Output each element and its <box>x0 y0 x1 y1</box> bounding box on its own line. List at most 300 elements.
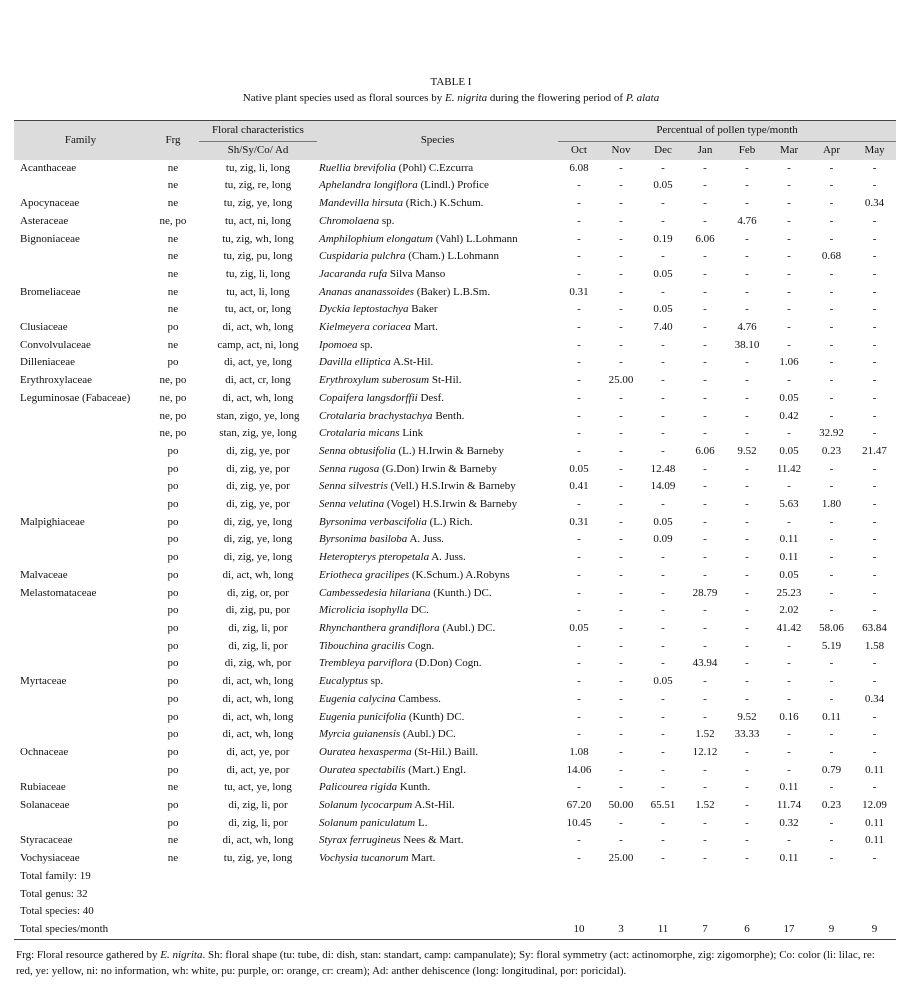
pollen-value: 0.31 <box>569 515 589 528</box>
totals-row <box>14 886 896 904</box>
pollen-value: - <box>872 852 877 865</box>
pollen-value: - <box>619 745 623 758</box>
family-cell: Erythroxylaceae <box>20 374 93 387</box>
pollen-value: 0.16 <box>779 710 799 723</box>
pollen-value: - <box>745 391 749 404</box>
species-cell <box>317 549 558 567</box>
totals-row <box>14 903 896 921</box>
species-author: A. Juss. <box>429 551 466 564</box>
family-cell: Melastomataceae <box>20 586 97 599</box>
table-row <box>14 815 896 833</box>
floral-cell: di, act, ye, por <box>226 763 290 776</box>
floral-cell: di, zig, li, por <box>228 816 288 829</box>
pollen-value: - <box>577 533 581 546</box>
species-cell <box>317 726 558 744</box>
table-row <box>14 797 896 815</box>
pollen-value: 0.11 <box>779 781 799 794</box>
family-cell <box>14 691 147 709</box>
species-author: A.St-Hil. <box>412 799 455 812</box>
pollen-value: - <box>872 568 877 581</box>
pollen-value: - <box>661 161 665 174</box>
pollen-value: - <box>787 728 791 741</box>
species-author: A. Juss. <box>407 533 444 546</box>
frg-cell: po <box>167 586 179 599</box>
floral-cell: tu, act, li, long <box>226 285 290 298</box>
species-cell <box>317 673 558 691</box>
table-row <box>14 832 896 850</box>
pollen-value: 11.42 <box>776 462 802 475</box>
pollen-value: 0.34 <box>864 197 885 210</box>
pollen-value: - <box>787 321 791 334</box>
table-row <box>14 177 896 195</box>
species-author: A.St-Hil. <box>390 356 434 369</box>
pollen-value: - <box>619 586 623 599</box>
pollen-value: - <box>872 214 877 227</box>
floral-cell: di, zig, ye, long <box>223 551 293 564</box>
pollen-value: - <box>703 462 707 475</box>
species-cell <box>317 372 558 390</box>
pollen-value: - <box>745 621 749 634</box>
frg-cell: po <box>167 675 179 688</box>
floral-cell: di, zig, ye, por <box>226 480 290 493</box>
pollen-value: - <box>829 728 834 741</box>
species-name: Cambessedesia hilariana <box>319 586 431 599</box>
table-row <box>14 301 896 319</box>
species-cell <box>317 709 558 727</box>
pollen-value: - <box>787 427 791 440</box>
frg-cell: po <box>167 444 179 457</box>
family-cell <box>14 248 147 266</box>
pollen-value: - <box>703 710 707 723</box>
pollen-value: - <box>829 338 834 351</box>
table-row <box>14 478 896 496</box>
species-name: Trembleya parviflora <box>319 657 413 670</box>
total-species: Total species: 40 <box>20 905 94 918</box>
pollen-value: - <box>872 551 877 564</box>
pollen-value: - <box>661 551 665 564</box>
floral-cell: tu, zig, li, long <box>225 161 291 174</box>
pollen-value: - <box>703 551 707 564</box>
floral-cell: di, act, wh, long <box>222 675 294 688</box>
species-cell <box>317 337 558 355</box>
pollen-value: - <box>577 675 581 688</box>
species-author: (Aubl.) DC. <box>439 621 496 634</box>
pollen-value: - <box>577 214 581 227</box>
pollen-value: - <box>745 356 749 369</box>
floral-cell: tu, act, or, long <box>224 303 292 316</box>
species-cell <box>317 496 558 514</box>
pollen-value: 32.92 <box>819 427 844 440</box>
pollen-value: - <box>872 745 877 758</box>
pollen-value: - <box>619 498 623 511</box>
pollen-value: - <box>703 621 707 634</box>
species-name: Crotalaria brachystachya <box>319 409 433 422</box>
pollen-value: - <box>745 675 749 688</box>
pollen-value: - <box>619 763 623 776</box>
pollen-value: - <box>661 763 665 776</box>
pollen-value: - <box>577 321 581 334</box>
pollen-value: - <box>745 285 749 298</box>
pollen-value: - <box>829 267 834 280</box>
pollen-value: 41.42 <box>776 621 802 634</box>
species-name: Aphelandra longiflora <box>319 179 418 192</box>
frg-cell: po <box>167 639 179 652</box>
floral-cell: di, zig, li, por <box>228 799 288 812</box>
table-row <box>14 673 896 691</box>
floral-cell: di, zig, ye, long <box>223 515 293 528</box>
pollen-value: - <box>745 374 749 387</box>
table-row <box>14 390 896 408</box>
pollen-value: 65.51 <box>650 799 676 812</box>
pollen-value: - <box>829 816 834 829</box>
pollen-value: - <box>619 285 623 298</box>
pollen-value: 1.08 <box>569 745 589 758</box>
table-row <box>14 354 896 372</box>
pollen-value: 38.10 <box>734 338 760 351</box>
pollen-value: - <box>703 781 707 794</box>
pollen-value: 0.05 <box>779 568 799 581</box>
frg-cell: ne <box>167 303 179 316</box>
pollen-value: - <box>577 498 581 511</box>
species-per-month-value: 9 <box>810 921 853 939</box>
pollen-value: 6.06 <box>695 232 715 245</box>
family-cell <box>14 531 147 549</box>
pollen-value: - <box>577 444 581 457</box>
pollen-value: - <box>829 852 834 865</box>
total-genus: Total genus: 32 <box>20 887 88 900</box>
species-name: Byrsonima basiloba <box>319 533 408 546</box>
species-cell <box>317 354 558 372</box>
pollen-value: - <box>787 161 791 174</box>
floral-cell: di, act, ye, por <box>226 745 290 758</box>
pollen-value: 0.79 <box>821 763 842 776</box>
footnote-part: Frg: Floral resource gathered by <box>16 949 161 961</box>
frg-cell: ne <box>167 267 179 280</box>
frg-cell: po <box>167 604 179 617</box>
pollen-table <box>14 120 896 940</box>
pollen-value: - <box>872 338 877 351</box>
pollen-value: - <box>619 303 623 316</box>
floral-cell: di, zig, wh, por <box>224 657 292 670</box>
table-row <box>14 425 896 443</box>
pollen-value: - <box>745 586 749 599</box>
species-author: Cambess. <box>395 692 441 705</box>
pollen-value: - <box>619 444 623 457</box>
pollen-value: - <box>619 197 623 210</box>
family-cell <box>14 461 147 479</box>
family-cell: Acanthaceae <box>20 161 77 174</box>
species-cell <box>317 213 558 231</box>
pollen-value: 5.63 <box>779 498 799 511</box>
floral-cell: di, zig, ye, por <box>226 498 290 511</box>
species-name: Cuspidaria pulchra <box>319 250 406 263</box>
frg-cell: ne <box>167 232 179 245</box>
species-author: sp. <box>379 214 395 227</box>
pollen-value: - <box>829 197 834 210</box>
species-name: Ouratea spectabilis <box>319 763 406 776</box>
frg-cell: ne <box>167 834 179 847</box>
floral-cell: tu, act, ye, long <box>224 781 292 794</box>
species-cell <box>317 301 558 319</box>
pollen-value: 0.05 <box>779 391 799 404</box>
family-cell <box>14 408 147 426</box>
pollen-value: - <box>661 586 665 599</box>
pollen-value: - <box>829 745 834 758</box>
pollen-value: - <box>619 409 623 422</box>
species-cell <box>317 461 558 479</box>
pollen-value: - <box>661 852 665 865</box>
species-author: sp. <box>357 338 373 351</box>
frg-cell: po <box>167 533 179 546</box>
pollen-value: 14.09 <box>650 480 676 493</box>
family-cell <box>14 815 147 833</box>
species-name: Palicourea rigida <box>319 781 398 794</box>
pollen-value: - <box>829 781 834 794</box>
table-number: TABLE I <box>430 76 472 88</box>
floral-cell: tu, zig, li, long <box>225 267 291 280</box>
species-author: Silva Manso <box>387 267 446 280</box>
pollen-value: 58.06 <box>819 621 844 634</box>
family-cell <box>14 709 147 727</box>
species-cell <box>317 620 558 638</box>
pollen-value: 0.05 <box>779 444 799 457</box>
pollen-value: - <box>787 285 791 298</box>
pollen-value: - <box>745 799 749 812</box>
pollen-value: - <box>577 710 581 723</box>
pollen-value: - <box>577 303 581 316</box>
pollen-value: 43.94 <box>692 657 718 670</box>
pollen-value: - <box>745 568 749 581</box>
frg-cell: po <box>167 799 179 812</box>
frg-cell: ne, po <box>159 427 187 440</box>
pollen-value: - <box>661 250 665 263</box>
table-row <box>14 655 896 673</box>
pollen-value: - <box>787 745 791 758</box>
pollen-value: - <box>619 480 623 493</box>
family-cell: Leguminosae (Fabaceae) <box>20 391 131 404</box>
pollen-value: - <box>872 586 877 599</box>
pollen-value: - <box>703 515 707 528</box>
species-author: Mart. <box>408 852 436 865</box>
family-cell <box>14 266 147 284</box>
pollen-value: - <box>577 781 581 794</box>
species-per-month-value: 10 <box>558 921 600 939</box>
species-author: (Vell.) H.S.Irwin & Barneby <box>387 480 516 493</box>
frg-cell: ne <box>167 179 179 192</box>
species-name: Senna rugosa <box>319 462 380 475</box>
species-name: Solanum paniculatum <box>319 816 416 829</box>
pollen-value: 0.11 <box>779 533 799 546</box>
family-cell <box>14 602 147 620</box>
species-author: (Baker) L.B.Sm. <box>414 285 491 298</box>
floral-cell: tu, zig, re, long <box>224 179 292 192</box>
pollen-value: 11.74 <box>776 799 802 812</box>
pollen-value: - <box>661 710 665 723</box>
species-author: (D.Don) Cogn. <box>412 657 482 670</box>
table-row <box>14 602 896 620</box>
family-cell: Rubiaceae <box>20 781 66 794</box>
species-cell <box>317 443 558 461</box>
frg-cell: po <box>167 356 179 369</box>
species-name: Tibouchina gracilis <box>319 639 405 652</box>
pollen-value: - <box>829 179 834 192</box>
pollen-value: - <box>577 197 581 210</box>
pollen-value: - <box>745 692 749 705</box>
floral-cell: tu, act, ni, long <box>225 214 291 227</box>
pollen-value: - <box>872 303 877 316</box>
pollen-value: - <box>787 232 791 245</box>
pollen-value: - <box>745 604 749 617</box>
header-family: Family <box>14 121 147 160</box>
species-per-month-value: 7 <box>684 921 726 939</box>
pollen-value: - <box>829 586 834 599</box>
pollen-value: - <box>703 197 707 210</box>
pollen-value: - <box>661 427 665 440</box>
pollen-value: - <box>661 745 665 758</box>
pollen-value: - <box>703 374 707 387</box>
pollen-value: - <box>703 285 707 298</box>
species-per-month-row <box>14 921 896 939</box>
pollen-value: - <box>745 745 749 758</box>
species-name: Senna silvestris <box>319 480 388 493</box>
pollen-value: 0.41 <box>569 480 589 493</box>
species-per-month-value: 11 <box>642 921 684 939</box>
pollen-value: - <box>829 214 834 227</box>
pollen-value: 25.00 <box>608 852 634 865</box>
footnote <box>16 947 890 979</box>
pollen-value: - <box>829 232 834 245</box>
pollen-value: - <box>829 374 834 387</box>
species-cell <box>317 832 558 850</box>
pollen-value: - <box>703 356 707 369</box>
pollen-value: - <box>745 498 749 511</box>
pollen-value: - <box>577 586 581 599</box>
species-cell <box>317 390 558 408</box>
floral-cell: di, zig, ye, por <box>226 462 290 475</box>
pollen-value: - <box>829 604 834 617</box>
pollen-value: - <box>829 657 834 670</box>
family-cell <box>14 726 147 744</box>
species-cell <box>317 744 558 762</box>
pollen-value: - <box>619 551 623 564</box>
species-name: Kielmeyera coriacea <box>319 321 411 334</box>
pollen-value: - <box>703 498 707 511</box>
family-cell <box>14 177 147 195</box>
pollen-value: 0.31 <box>569 285 589 298</box>
pollen-value: 1.80 <box>821 498 842 511</box>
pollen-value: - <box>619 161 623 174</box>
species-cell <box>317 195 558 213</box>
frg-cell: ne <box>167 338 179 351</box>
pollen-value: - <box>661 604 665 617</box>
floral-cell: di, act, wh, long <box>222 692 294 705</box>
floral-cell: tu, zig, ye, long <box>223 852 293 865</box>
pollen-value: - <box>619 568 623 581</box>
pollen-value: - <box>787 515 791 528</box>
frg-cell: po <box>167 462 179 475</box>
pollen-value: - <box>787 834 791 847</box>
species-name: Dyckia leptostachya <box>319 303 409 316</box>
pollen-value: - <box>577 568 581 581</box>
species-name: Davilla elliptica <box>319 356 391 369</box>
pollen-value: - <box>829 356 834 369</box>
species-author: (L.) Rich. <box>426 515 473 528</box>
frg-cell: po <box>167 498 179 511</box>
table-row <box>14 850 896 868</box>
frg-cell: po <box>167 745 179 758</box>
pollen-value: - <box>619 179 623 192</box>
floral-cell: di, act, wh, long <box>222 834 294 847</box>
caption-part: during the flowering period of <box>487 92 626 104</box>
table-row <box>14 726 896 744</box>
floral-cell: di, zig, ye, long <box>223 533 293 546</box>
family-cell: Apocynaceae <box>20 197 80 210</box>
pollen-value: - <box>745 161 749 174</box>
pollen-value: - <box>619 250 623 263</box>
table-row <box>14 691 896 709</box>
species-name: Styrax ferrugineus <box>319 834 401 847</box>
pollen-value: - <box>745 232 749 245</box>
pollen-value: - <box>787 374 791 387</box>
pollen-value: - <box>703 214 707 227</box>
species-cell <box>317 514 558 532</box>
table-row <box>14 231 896 249</box>
family-cell <box>14 762 147 780</box>
pollen-value: - <box>577 391 581 404</box>
pollen-value: - <box>872 356 877 369</box>
frg-cell: po <box>167 515 179 528</box>
pollen-value: - <box>872 391 877 404</box>
pollen-value: - <box>787 250 791 263</box>
family-cell: Dilleniaceae <box>20 356 75 369</box>
table-row <box>14 620 896 638</box>
family-cell: Malpighiaceae <box>20 515 85 528</box>
table-row <box>14 337 896 355</box>
table-row <box>14 779 896 797</box>
pollen-value: 1.52 <box>695 728 715 741</box>
pollen-value: 1.58 <box>864 639 885 652</box>
family-cell: Bromeliaceae <box>20 285 81 298</box>
pollen-value: - <box>872 728 877 741</box>
pollen-value: - <box>619 214 623 227</box>
pollen-value: - <box>787 214 791 227</box>
species-cell <box>317 319 558 337</box>
species-cell <box>317 231 558 249</box>
table-row <box>14 443 896 461</box>
pollen-value: - <box>872 427 877 440</box>
pollen-value: 12.12 <box>692 745 718 758</box>
pollen-value: - <box>619 621 623 634</box>
floral-cell: di, act, wh, long <box>222 710 294 723</box>
pollen-value: 0.09 <box>653 533 673 546</box>
species-author: (Vahl) L.Lohmann <box>432 232 518 245</box>
family-cell: Malvaceae <box>20 568 68 581</box>
species-per-month-value: 3 <box>600 921 642 939</box>
pollen-value: - <box>619 356 623 369</box>
family-cell <box>14 638 147 656</box>
pollen-value: - <box>577 692 581 705</box>
pollen-value: - <box>577 728 581 741</box>
pollen-value: - <box>872 285 877 298</box>
pollen-value: - <box>661 781 665 794</box>
pollen-value: - <box>745 267 749 280</box>
floral-cell: di, act, wh, long <box>222 728 294 741</box>
frg-cell: ne, po <box>159 391 187 404</box>
pollen-value: 25.00 <box>608 374 634 387</box>
header-month: Mar <box>768 142 810 160</box>
table-caption <box>0 92 902 104</box>
frg-cell: po <box>167 710 179 723</box>
